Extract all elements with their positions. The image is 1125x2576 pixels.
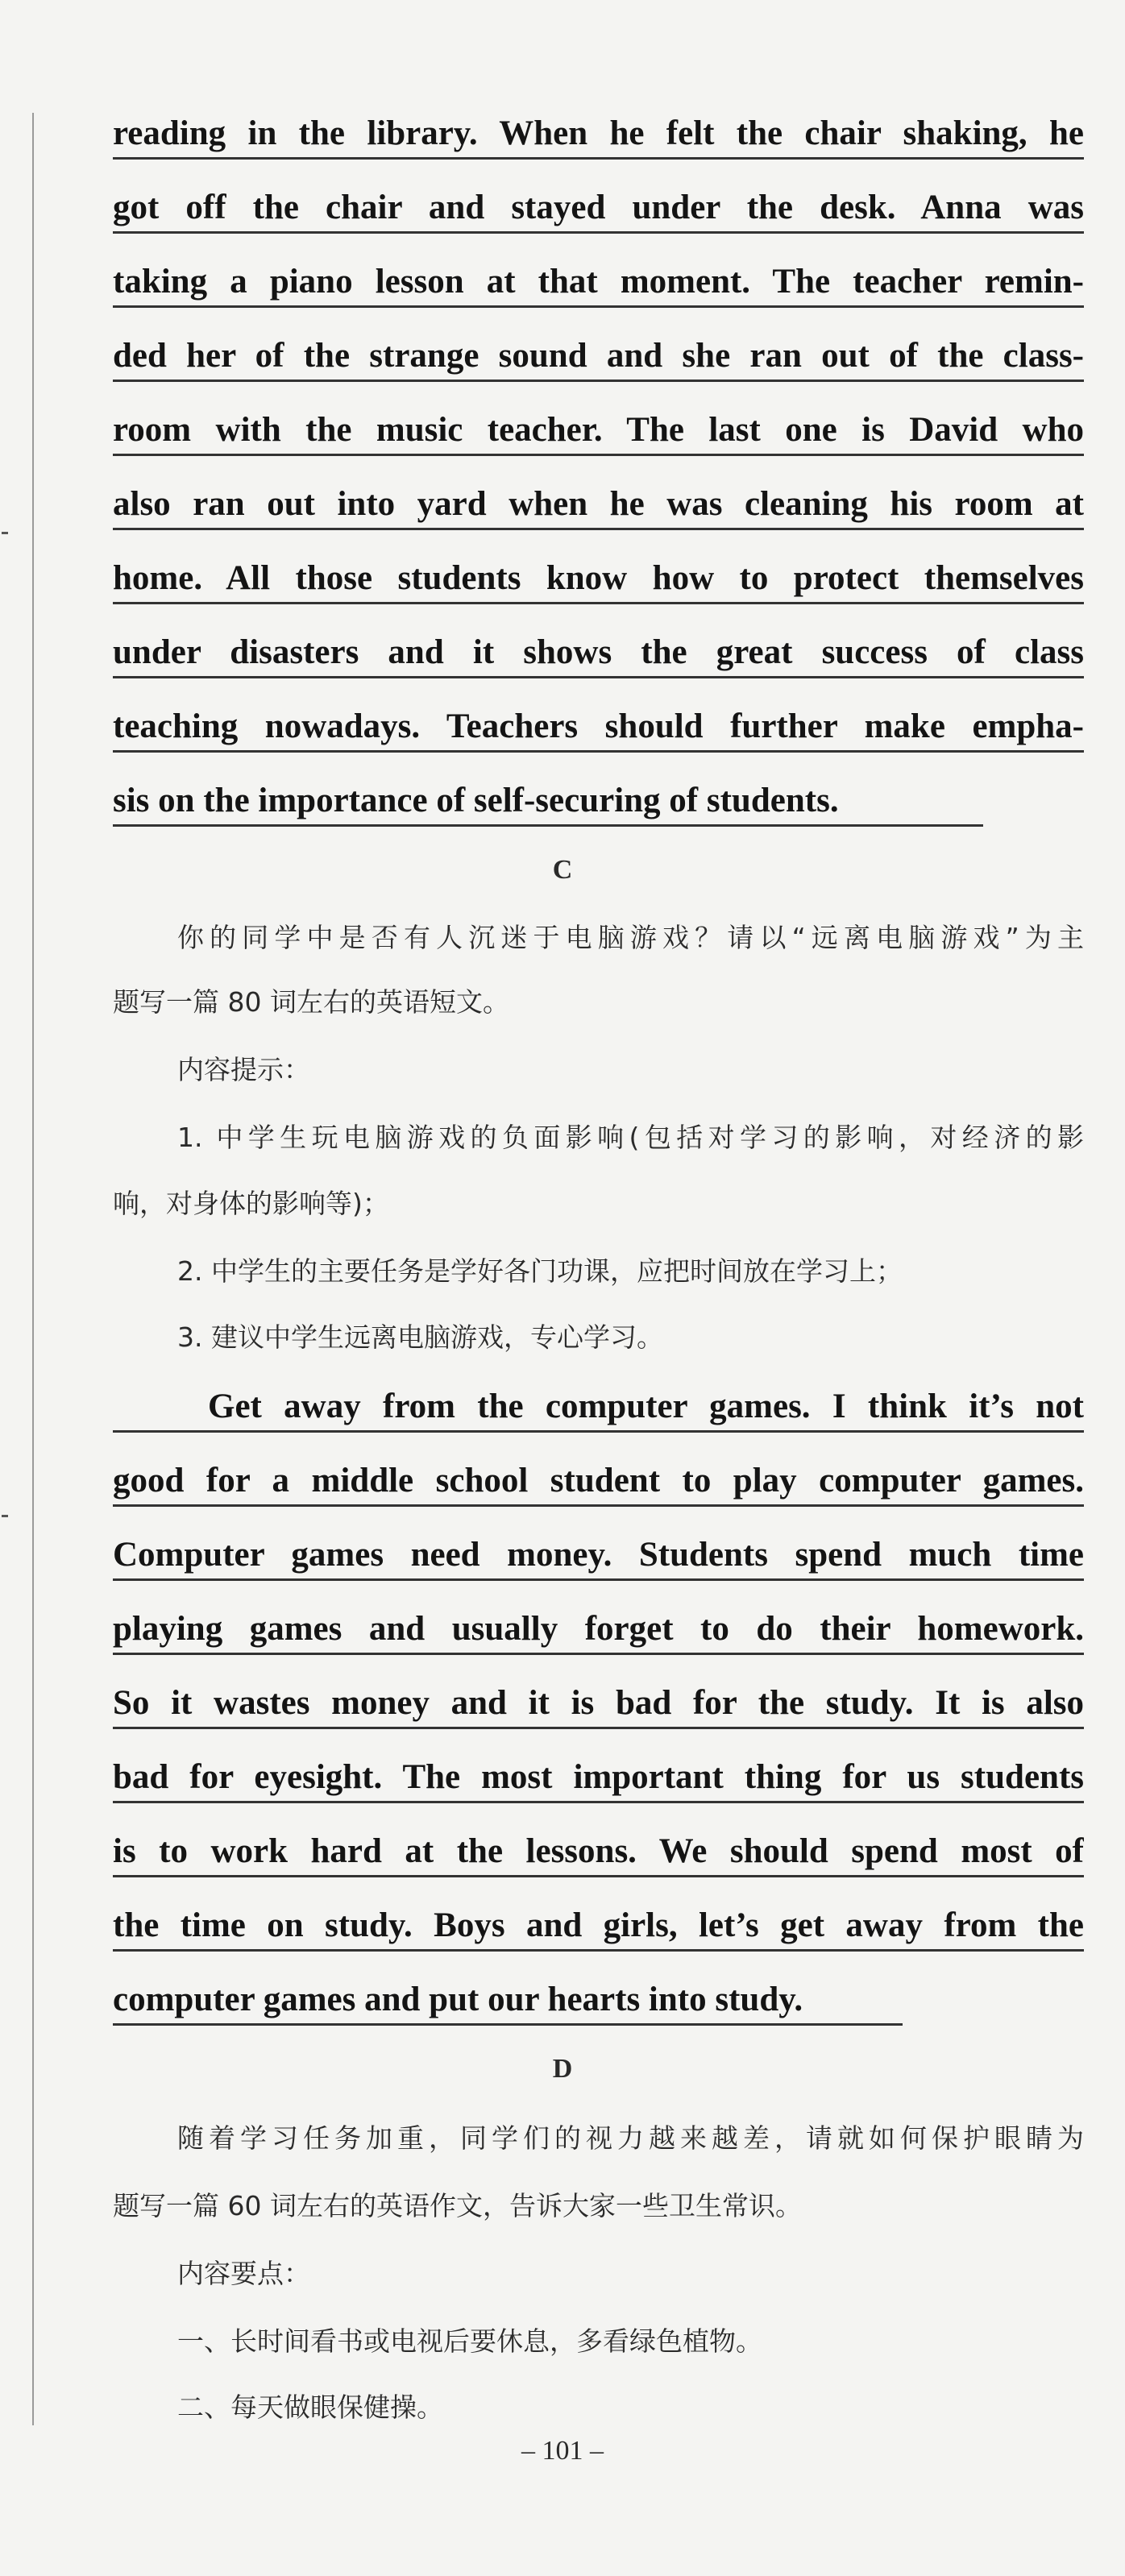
answer-line: reading in the library. When he felt the chair shaking, he: [113, 111, 1084, 160]
margin-tick: [2, 532, 8, 534]
answer-line: the time on study. Boys and girls, let’s get away from the: [113, 1903, 1084, 1952]
answer-line: teaching nowadays. Teachers should further make empha-: [113, 704, 1084, 753]
answer-line: ded her of the strange sound and she ran out of the class-: [113, 334, 1084, 382]
answer-line: Get away from the computer games. I think it’s not: [113, 1384, 1084, 1433]
hint-item: 3. 建议中学生远离电脑游戏，专心学习。: [177, 1321, 663, 1353]
hint-item: 响，对身体的影响等)；: [113, 1188, 389, 1219]
answer-line: got off the chair and stayed under the desk. Anna was: [113, 185, 1084, 234]
answer-line: Computer games need money. Students spend much time: [113, 1533, 1084, 1581]
answer-line: also ran out into yard when he was cleaning his room at: [113, 482, 1084, 530]
answer-line: sis on the importance of self-securing of students.: [113, 778, 983, 827]
answer-line: is to work hard at the lessons. We should spend most of: [113, 1829, 1084, 1877]
margin-tick: [2, 1515, 8, 1517]
point-item: 二、每天做眼保健操。: [177, 2391, 443, 2423]
section-letter: D: [552, 2054, 573, 2084]
prompt-text: 题写一篇 60 词左右的英语作文，告诉大家一些卫生常识。: [113, 2190, 802, 2221]
section-letter: C: [552, 855, 573, 885]
prompt-text: 随着学习任务加重，同学们的视力越来越差，请就如何保护眼睛为: [177, 2122, 1084, 2154]
page-number: – 101 –: [521, 2436, 604, 2466]
prompt-text: 题写一篇 80 词左右的英语短文。: [113, 986, 509, 1018]
answer-line: under disasters and it shows the great success of class: [113, 630, 1084, 678]
prompt-text: 你的同学中是否有人沉迷于电脑游戏？请以“远离电脑游戏”为主: [177, 922, 1084, 953]
answer-line: playing games and usually forget to do their homework.: [113, 1607, 1084, 1655]
hint-item: 2. 中学生的主要任务是学好各门功课，应把时间放在学习上；: [177, 1255, 903, 1287]
answer-line: computer games and put our hearts into study.: [113, 1977, 903, 2026]
hint-title: 内容提示：: [177, 1054, 310, 1085]
hint-item: 1. 中学生玩电脑游戏的负面影响(包括对学习的影响，对经济的影: [177, 1122, 1084, 1153]
answer-line: home. All those students know how to protect themselves: [113, 556, 1084, 604]
answer-line: So it wastes money and it is bad for the study. It is also: [113, 1681, 1084, 1729]
answer-line: good for a middle school student to play computer games.: [113, 1458, 1084, 1507]
points-title: 内容要点：: [177, 2258, 310, 2289]
answer-line: bad for eyesight. The most important thing for us students: [113, 1755, 1084, 1803]
point-item: 一、长时间看书或电视后要休息，多看绿色植物。: [177, 2325, 762, 2357]
answer-line: room with the music teacher. The last one is David who: [113, 408, 1084, 456]
answer-line: taking a piano lesson at that moment. The teacher remin-: [113, 259, 1084, 308]
